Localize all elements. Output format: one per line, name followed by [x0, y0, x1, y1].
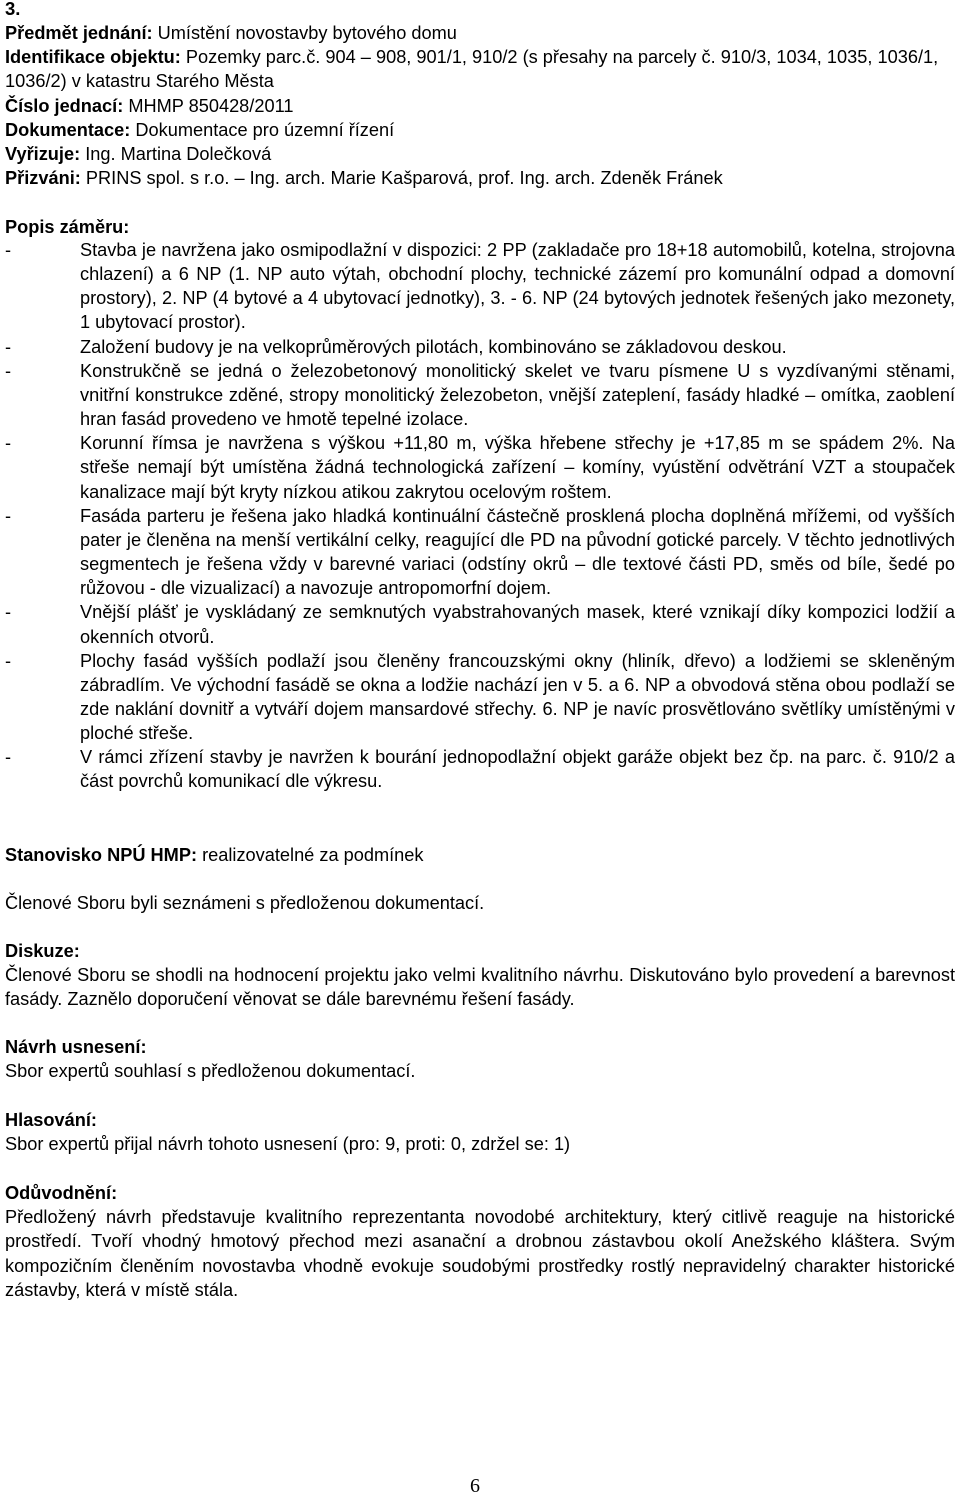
npu-statement	[5, 843, 955, 867]
description-title: Popis záměru:	[5, 217, 130, 237]
list-item-text: Stavba je navržena jako osmipodlažní v dispozici: 2 PP (zakladače pro 18+18 automobilů, kotelna, strojovna chlazení) a 6 NP (1. NP auto výtah, obchodní plochy, technické zázemí pro komunální odpad a domovní prostory), 2. NP (4 bytové a 4 ubytovací jednotky), 3. - 6. NP (24 bytových jednotek řešených jako mezonety, 1 ubytovací prostor).	[80, 240, 955, 333]
dash-bullet: -	[5, 360, 12, 381]
npu-label: Stanovisko NPÚ HMP:	[5, 845, 198, 865]
handler-line	[5, 142, 955, 166]
invited-value: PRINS spol. s r.o. – Ing. arch. Marie Kašparová, prof. Ing. arch. Zdeněk Fránek	[85, 168, 723, 189]
dash-bullet: -	[5, 602, 12, 623]
ref-label: Číslo jednací:	[5, 95, 124, 116]
reasoning-title: Odůvodnění:	[5, 1183, 118, 1203]
documentation-value: Dokumentace pro územní řízení	[135, 119, 395, 140]
handler-label: Vyřizuje:	[5, 144, 81, 165]
ref-line	[5, 94, 955, 118]
list-item	[5, 600, 955, 648]
subject-value: Umístění novostavby bytového domu	[157, 23, 457, 43]
section-number: 3.	[5, 0, 21, 19]
voting-title: Hlasování:	[5, 1110, 97, 1130]
documentation-line	[5, 118, 955, 142]
list-item	[5, 359, 955, 431]
list-item-text: Konstrukčně se jedná o železobetonový monolitický skelet ve tvaru písmene U s vyzdívanými stěnami, vnitřní konstrukce zděné, stropy monolitický železobeton, vnější zateplení, fasády hladké – omítka, zaoblení hran fasád provedeno ve hmotě tepelné izolace.	[80, 360, 955, 430]
list-item	[5, 745, 955, 793]
dash-bullet: -	[5, 433, 12, 454]
list-item-text: Korunní římsa je navržena s výškou +11,80 m, výška hřebene střechy je +17,85 m se spádem 2%. Na střeše nemají být umístěna žádná technologická zařízení – komíny, vyústění odvětrání VZT a stoupaček kanalizace mají být kryty nízkou atikou zakrytou ocelovým roštem.	[80, 433, 955, 502]
documentation-label: Dokumentace:	[5, 119, 131, 140]
discussion-title: Diskuze:	[5, 941, 80, 961]
list-item-text: Plochy fasád vyšších podlaží jsou členěny francouzskými okny (hliník, dřevo) a lodžiemi se skleněným zábradlím. Ve východní fasádě se okna a lodžie nachází jen v 5. a 6. NP a obvodová stěna obou podlaží se zde naklání dovnitř a vytváří dojem mansardové střechy. 6. NP je navíc prosvětlováno světlíky umístěnými v ploché střeše.	[80, 650, 955, 744]
voting-text: Sbor expertů přijal návrh tohoto usnesení (pro: 9, proti: 0, zdržel se: 1)	[5, 1134, 571, 1155]
dash-bullet: -	[5, 336, 12, 357]
page-number: 6	[470, 1475, 480, 1497]
list-item	[5, 504, 955, 601]
subject-label: Předmět jednání:	[5, 23, 153, 43]
item-header	[5, 21, 955, 190]
proposal-title: Návrh usnesení:	[5, 1037, 147, 1057]
reasoning-text: Předložený návrh představuje kvalitního reprezentanta novodobé architektury, který citlivě reaguje na historické prostředí. Tvoří vhodný hmotový přechod mezi asanační a drobnou zástavbou okolí Anežského kláštera. Svým kompozičním členěním novostavba vhodně evokuje soudobými prostředky rostlý nepravidelný charakter historické zástavby, která v místě stála.	[5, 1207, 955, 1300]
discussion-text: Členové Sboru se shodli na hodnocení projektu jako velmi kvalitního návrhu. Diskutováno bylo provedení a barevnost fasády. Zaznělo doporučení věnovat se dále barevnému řešení fasády.	[5, 965, 955, 1010]
invited-label: Přizváni:	[5, 168, 81, 189]
list-item	[5, 335, 955, 359]
subject-line	[5, 21, 955, 45]
identification-label: Identifikace objektu:	[5, 47, 181, 68]
handler-value: Ing. Martina Dolečková	[85, 144, 272, 165]
reasoning-section	[5, 1181, 955, 1302]
discussion-section	[5, 939, 955, 1012]
identification-value: Pozemky parc.č. 904 – 908, 901/1, 910/2 (s přesahy na parcely č. 910/3, 1034, 1035, 1036/1, 1036/2) v katastru Starého Města	[5, 47, 939, 92]
invited-line	[5, 166, 955, 190]
list-item	[5, 649, 955, 746]
list-item-text: V rámci zřízení stavby je navržen k bourání jednopodlažní objekt garáže objekt bez čp. na parc. č. 910/2 a část povrchů komunikací dle výkresu.	[80, 747, 955, 792]
voting-section	[5, 1108, 955, 1156]
list-item	[5, 238, 955, 335]
dash-bullet: -	[5, 650, 12, 671]
dash-bullet: -	[5, 505, 12, 526]
dash-bullet: -	[5, 240, 12, 260]
identification-line	[5, 45, 955, 93]
list-item-text: Fasáda parteru je řešena jako hladká kontinuální částečně prosklená plocha doplněná mřížemi, od vyšších pater je členěna na menší vertikální celky, reagující dle PD na původní gotické parcely. V těchto jednotlivých segmentech je řešena vždy v barevné variaci (odstíny okrů – dle textové části PD, směs od bíle, šedé po růžovou - dle vizualizací) a navozuje antropomorfní dojem.	[80, 505, 955, 599]
members-note: Členové Sboru byli seznámeni s předloženou dokumentací.	[5, 893, 485, 913]
dash-bullet: -	[5, 747, 12, 768]
ref-value: MHMP 850428/2011	[128, 95, 294, 116]
list-item	[5, 431, 955, 503]
proposal-text: Sbor expertů souhlasí s předloženou dokumentací.	[5, 1061, 416, 1082]
list-item-text: Založení budovy je na velkoprůměrových pilotách, kombinováno se základovou deskou.	[80, 336, 787, 357]
list-item-text: Vnější plášť je vyskládaný ze semknutých vyabstrahovaných masek, které vznikají díky kompozici lodžií a okenních otvorů.	[80, 602, 955, 647]
npu-value: realizovatelné za podmínek	[202, 845, 424, 865]
proposal-section	[5, 1035, 955, 1083]
description-list	[5, 238, 955, 794]
